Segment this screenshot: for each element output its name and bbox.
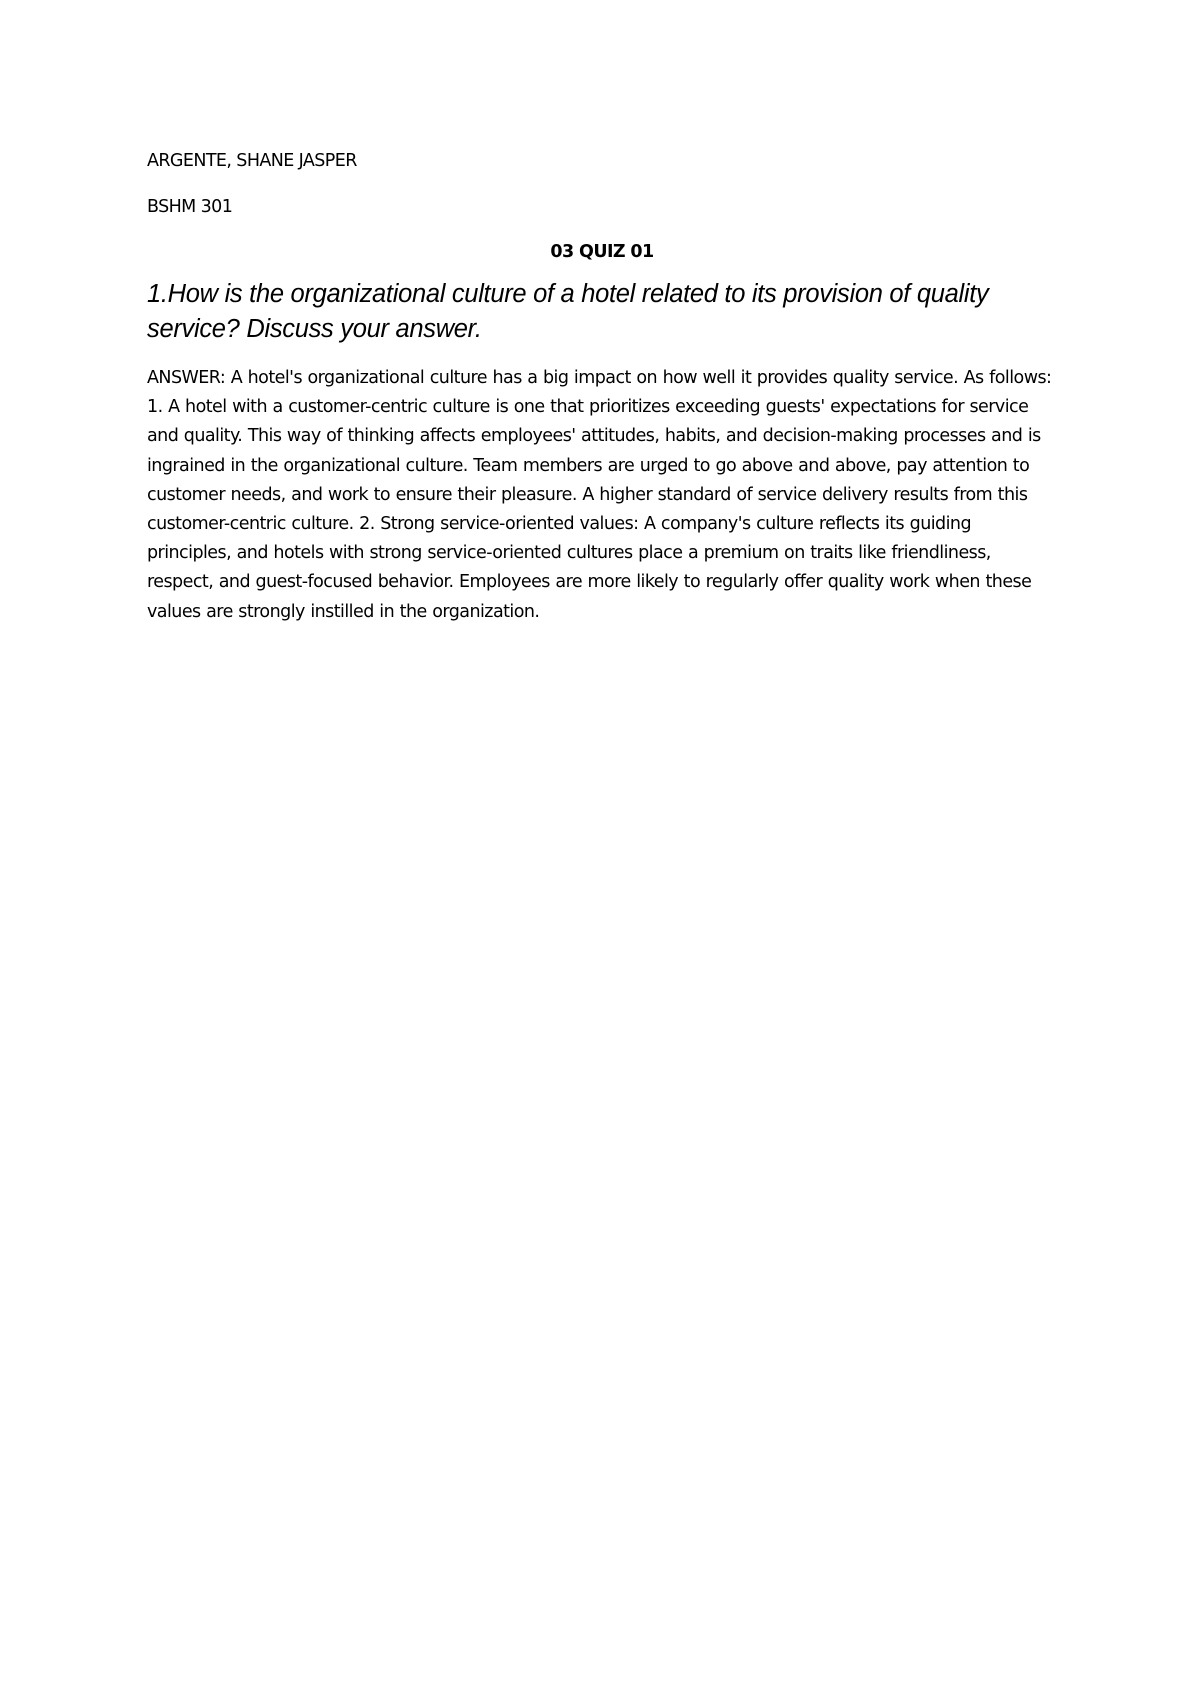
student-name: ARGENTE, SHANE JASPER bbox=[147, 151, 357, 171]
document-content bbox=[147, 150, 1057, 627]
course-code: BSHM 301 bbox=[147, 197, 233, 217]
quiz-title: 03 QUIZ 01 bbox=[550, 242, 654, 262]
question-text: 1.How is the organizational culture of a hotel related to its provision of quality service? Discuss your answer. bbox=[147, 280, 989, 343]
answer-text: ANSWER: A hotel's organizational culture has a big impact on how well it provides quality service. As follows: 1. A hotel with a customer-centric culture is one that prioritizes exceeding guests' expectations for service and quality. This way of thinking affects employees' attitudes, habits, and decision-making processes and is ingrained in the organizational culture. Team members are urged to go above and above, pay attention to customer needs, and work to ensure their pleasure. A higher standard of service delivery results from this customer-centric culture. 2. Strong service-oriented values: A company's culture reflects its guiding principles, and hotels with strong service-oriented cultures place a premium on traits like friendliness, respect, and guest-focused behavior. Employees are more likely to regularly offer quality work when these values are strongly instilled in the organization. bbox=[147, 368, 1052, 622]
